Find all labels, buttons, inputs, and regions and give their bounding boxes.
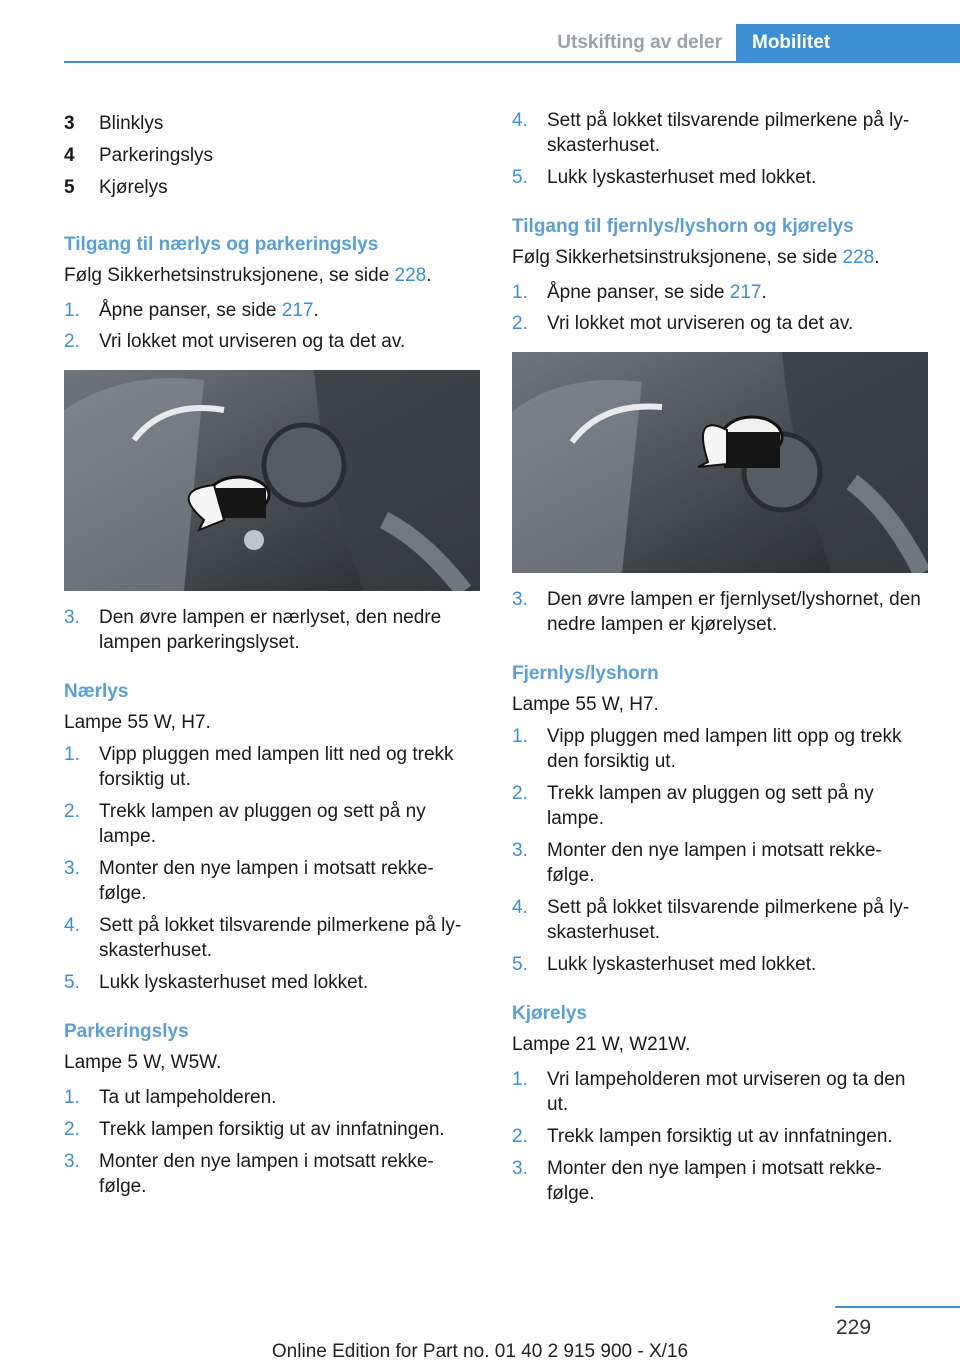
reference-text: Følg Sikkerhetsinstruksjonene, se side [64,265,390,286]
step-text: Sett på lokket tilsvarende pilmerkene på ly-skasterhuset. [547,110,910,156]
step-item [64,1117,480,1142]
step-number: 1. [64,300,80,321]
step-list [64,742,480,995]
section-heading: Parkeringslys [64,1021,189,1042]
step-text-part: Åpne panser, se side [99,300,277,321]
step-text: Vri lokket mot urviseren og ta det av. [547,313,854,334]
legend-number: 4 [64,145,75,166]
step-number: 1. [64,744,80,765]
step-list [64,298,480,354]
step-list [512,587,928,637]
step-number: 2. [64,801,80,822]
step-item [512,1067,928,1117]
step-text: Vipp pluggen med lampen litt ned og trekk forsiktig ut. [99,744,454,790]
step-text: Monter den nye lampen i motsatt rekke-følge. [547,840,882,886]
legend-list [64,108,480,204]
step-item [64,605,480,655]
step-text: Sett på lokket tilsvarende pilmerkene på ly-skasterhuset. [99,915,462,961]
header-section-title: Utskifting av deler [557,32,722,53]
step-number: 1. [64,1087,80,1108]
right-column [512,108,928,1206]
step-item [512,838,928,888]
left-column [64,108,480,1199]
page-header [0,24,960,62]
step-list [512,724,928,977]
lamp-spec: Lampe 55 W, H7. [64,712,211,733]
step-text: Sett på lokket tilsvarende pilmerkene på ly-skasterhuset. [547,897,910,943]
lamp-spec: Lampe 55 W, H7. [512,694,659,715]
step-item [512,1156,928,1206]
page-link[interactable]: 217 [281,300,314,321]
step-number: 5. [512,954,528,975]
step-item [512,311,928,336]
step-number: 3. [64,858,80,879]
legend-label: Kjørelys [99,177,168,198]
step-list [512,108,928,190]
step-number: 2. [512,783,528,804]
headlight-illustration [64,370,480,591]
legend-label: Parkeringslys [99,145,214,166]
step-text: Vri lampeholderen mot urviseren og ta den ut. [547,1069,906,1115]
legend-item [64,108,480,140]
step-item [512,587,928,637]
legend-number: 3 [64,113,75,134]
step-number: 2. [64,331,80,352]
step-item [64,329,480,354]
step-item [64,298,480,323]
section-heading: Kjørelys [512,1003,587,1024]
step-list [512,280,928,336]
page-number: 229 [836,1316,872,1339]
section-heading: Nærlys [64,681,129,702]
step-text-part: . [313,300,319,321]
step-text: Vipp pluggen med lampen litt opp og trekk den forsiktig ut. [547,726,902,772]
section-heading: Tilgang til fjernlys/lyshorn og kjørelys [512,216,854,237]
step-number: 2. [64,1119,80,1140]
header-chapter-tab: Mobilitet [736,24,960,62]
section-heading: Tilgang til nærlys og parkeringslys [64,234,379,255]
step-number: 4. [512,110,528,131]
step-item [512,952,928,977]
lamp-spec: Lampe 5 W, W5W. [64,1052,222,1073]
step-text: Vri lokket mot urviseren og ta det av. [99,331,406,352]
step-text: Trekk lampen av pluggen og sett på ny lampe. [547,783,874,829]
step-item [512,280,928,305]
step-text: Ta ut lampeholderen. [99,1087,277,1108]
step-text-part: . [761,282,767,303]
step-text: Lukk lyskasterhuset med lokket. [99,972,369,993]
step-item [512,165,928,190]
step-text: Den øvre lampen er nærlyset, den nedre lampen parkeringslyset. [99,607,442,653]
step-text: Trekk lampen av pluggen og sett på ny lampe. [99,801,426,847]
step-number: 5. [512,167,528,188]
step-text: Trekk lampen forsiktig ut av innfatningen. [547,1126,893,1147]
legend-item [64,140,480,172]
safety-reference: Følg Sikkerhetsinstruksjonene, se side 228. [64,265,432,286]
step-item [64,913,480,963]
safety-reference: Følg Sikkerhetsinstruksjonene, se side 228. [512,247,880,268]
page-link[interactable]: 217 [729,282,762,303]
step-item [64,1149,480,1199]
step-item [512,895,928,945]
footer-rule [835,1306,960,1308]
step-item [512,1124,928,1149]
step-number: 2. [512,313,528,334]
step-number: 3. [64,1151,80,1172]
step-text-part: Åpne panser, se side [547,282,725,303]
step-number: 4. [64,915,80,936]
step-item [64,799,480,849]
step-item [64,1085,480,1110]
page-link[interactable]: 228 [394,265,427,286]
step-text: Trekk lampen forsiktig ut av innfatningen. [99,1119,445,1140]
step-text: Monter den nye lampen i motsatt rekke-følge. [99,1151,434,1197]
legend-number: 5 [64,177,75,198]
step-item [512,781,928,831]
step-list [64,1085,480,1199]
step-text: Lukk lyskasterhuset med lokket. [547,167,817,188]
reference-text: Følg Sikkerhetsinstruksjonene, se side [512,247,838,268]
step-text: Monter den nye lampen i motsatt rekke-følge. [99,858,434,904]
step-number: 3. [512,840,528,861]
section-heading: Fjernlys/lyshorn [512,663,659,684]
lamp-spec: Lampe 21 W, W21W. [512,1034,691,1055]
step-text [547,280,767,305]
page-link[interactable]: 228 [842,247,875,268]
edition-line: Online Edition for Part no. 01 40 2 915 900 - X/16 [271,1341,689,1362]
step-number: 1. [512,1069,528,1090]
step-item [64,742,480,792]
step-item [512,724,928,774]
step-number: 5. [64,972,80,993]
step-text: Den øvre lampen er fjernlyset/lyshornet, den nedre lampen er kjørelyset. [547,589,921,635]
headlight-illustration [512,352,928,573]
step-list [64,605,480,655]
step-number: 2. [512,1126,528,1147]
step-text: Lukk lyskasterhuset med lokket. [547,954,817,975]
step-item [512,108,928,158]
step-number: 1. [512,726,528,747]
legend-label: Blinklys [99,113,164,134]
step-text: Monter den nye lampen i motsatt rekke-følge. [547,1158,882,1204]
step-number: 3. [64,607,80,628]
step-number: 3. [512,1158,528,1179]
step-number: 1. [512,282,528,303]
step-list [512,1067,928,1206]
header-rule [64,61,960,63]
step-item [64,970,480,995]
step-number: 4. [512,897,528,918]
step-number: 3. [512,589,528,610]
step-item [64,856,480,906]
legend-item [64,172,480,204]
step-text [99,298,319,323]
